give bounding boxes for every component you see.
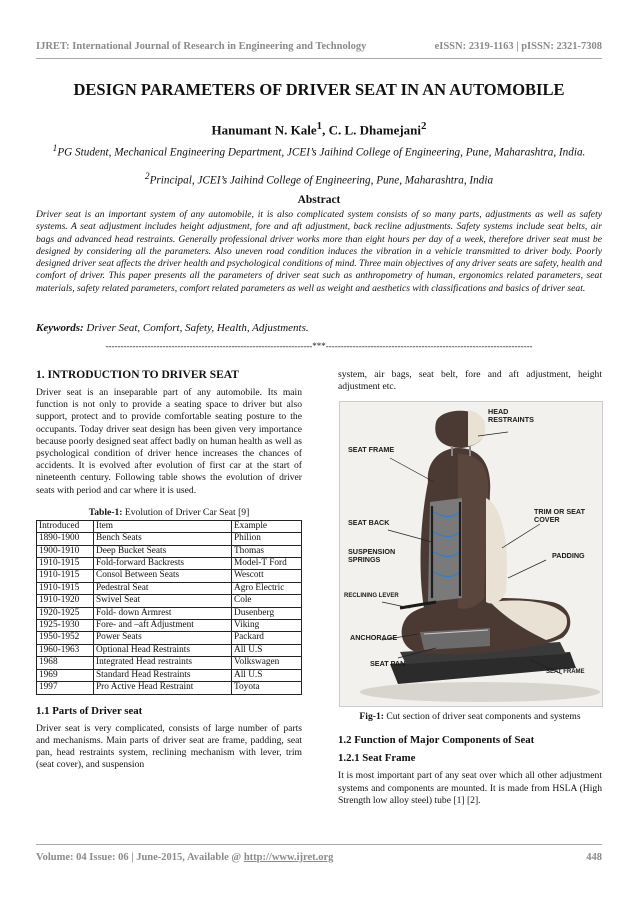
left-column [36,369,302,771]
table-cell: All U.S [232,644,302,656]
label-seat-back: SEAT BACK [348,518,390,528]
label-seat-frame-bottom: SEAT FRAME [546,669,585,676]
label-padding: PADDING [552,551,585,561]
affiliation-2-sup: 2 [144,172,150,182]
table-cell: 1910-1915 [37,570,94,582]
label-anchorage: ANCHORAGE [350,633,398,643]
journal-link[interactable]: http://www.ijret.org [243,852,334,863]
table-cell: Wescott [232,570,302,582]
section-1-heading: 1. INTRODUCTION TO DRIVER SEAT [36,369,239,381]
table-cell: Fold-forward Backrests [94,558,232,570]
table-cell: Power Seats [94,632,232,644]
author-separator: , [322,122,329,138]
table-cell: 1910-1915 [37,582,94,594]
table-cell: 1997 [37,682,94,694]
table-header-row [37,520,302,532]
author-1: Hanumant N. Kale [211,122,317,138]
journal-name: IJRET: International Journal of Research in Engineering and Technology [36,41,367,52]
table-cell: Philion [232,533,302,545]
author-1-sup: 1 [316,120,323,132]
table-row [37,644,302,656]
table-cell: Model-T Ford [232,558,302,570]
footer-rule [36,844,602,845]
table-cell: Packard [232,632,302,644]
table-header-cell: Item [94,520,232,532]
table-header-cell: Introduced [37,520,94,532]
header-rule [36,58,602,59]
section-divider: ---------------------------------------------------------------------***--------------------------------------------------------------------- [105,341,533,351]
table-cell: Fold- down Armrest [94,607,232,619]
evolution-table [36,520,302,695]
table-cell: Cole [232,595,302,607]
table-cell: All U.S [232,669,302,681]
affiliation-2 [46,170,592,188]
table-cell: 1890-1900 [37,533,94,545]
table-row [37,533,302,545]
table-cell: Toyota [232,682,302,694]
right-column-intro: system, air bags, seat belt, fore and aft adjustment, height adjustment etc. [338,369,602,393]
table-row [37,632,302,644]
footer-volume [36,852,333,863]
table-cell: Volkswagen [232,657,302,669]
seat-figure [339,401,603,707]
table-caption-text: Evolution of Driver Car Seat [9] [122,506,250,518]
table-row [37,582,302,594]
label-trim-text: TRIM OR SEAT COVER [534,507,585,525]
table-row [37,682,302,694]
issn: eISSN: 2319-1163 | pISSN: 2321-7308 [434,41,602,52]
table-cell: 1960-1963 [37,644,94,656]
table-cell: Deep Bucket Seats [94,545,232,557]
table-row [37,657,302,669]
affiliation-1-sup: 1 [52,144,58,154]
abstract-heading: Abstract [297,194,341,206]
label-trim [534,508,594,524]
section-1-text: Driver seat is an inseparable part of any automobile. Its main function is not only to provide a seating space to driver but also support, protect and to provide comfortable seating posture to the occupants. Today driver seat design has been given very importance because poorly designed seat affect badly on human health as well as psychological condition of driver hence increases the chances of accidents. It is evolved after evolution of first car at the start of nineteenth century. Following table shows the evolution of driver seats with period and car where it is used. [36,387,302,496]
right-column [338,369,602,807]
section-1-2-1-heading: 1.2.1 Seat Frame [338,752,416,765]
table-cell: 1920-1925 [37,607,94,619]
table-caption [36,507,302,518]
figure-caption-text: Cut section of driver seat components and systems [383,711,581,723]
section-1-1-text: Driver seat is very complicated, consists of large number of parts and mechanisms. Main parts of driver seat are frame, padding, seat pan, head restraints system, reclining mechanism with lever, trim (seat cover), and suspension [36,722,302,771]
table-cell: Pedestral Seat [94,582,232,594]
table-row [37,570,302,582]
author-2: C. L. Dhamejani [328,122,422,138]
table-cell: Optional Head Restraints [94,644,232,656]
keywords-label: Keywords: [36,322,84,334]
label-suspension-text: SUSPENSION SPRINGS [348,547,396,565]
table-cell: Pro Active Head Restraint [94,682,232,694]
label-head-restraints-text: HEAD RESTRAINTS [488,407,534,425]
authors [36,120,602,138]
table-cell: Dusenberg [232,607,302,619]
page-number: 448 [586,852,602,863]
table-header-cell: Example [232,520,302,532]
table-cell: Viking [232,620,302,632]
table-cell: 1925-1930 [37,620,94,632]
paper-title: DESIGN PARAMETERS OF DRIVER SEAT IN AN AUTOMOBILE [73,80,565,99]
table-row [37,620,302,632]
table-cell: 1968 [37,657,94,669]
table-row [37,595,302,607]
table-row [37,607,302,619]
table-row [37,545,302,557]
table-cell: 1900-1910 [37,545,94,557]
table-row [37,669,302,681]
section-1-2-heading: 1.2 Function of Major Components of Seat [338,734,535,747]
label-seat-pan: SEAT PAN [370,659,406,669]
abstract-text: Driver seat is an important system of any automobile, it is also complicated system consists of so many parts, adjustments as well as safety systems. A seat adjustment includes height adjustment, fore and aft adjustment, back recline adjustments. Safety systems include seat belts, air bags and advanced head restraints. Generally professional driver works more than eight hours per day of a week, therefore driver seat must be designed by considering all the parameters. Also uneven road condition induces the vibration in a vehicle transmitted to driver body. Poorly designed driver seat affects the driver health and psychological conditions of mind. Three main objectives of any driver seats are safety, health and comfort of driver. This paper presents all the parameters of driver seat such as anthropometry of human, ergonomics related parameters, seat materials, safety related parameters, comfort related parameters as well as weight and aesthetics with classifications and basics of driver seat. [36,209,602,294]
page-header [36,41,602,52]
table-cell: 1910-1920 [37,595,94,607]
label-seat-frame: SEAT FRAME [348,445,395,455]
figure-caption-label: Fig-1: [359,711,384,723]
keywords-text: Driver Seat, Comfort, Safety, Health, Adjustments. [83,322,309,334]
table-cell: Bench Seats [94,533,232,545]
label-head-restraints [488,408,540,424]
table-cell: Thomas [232,545,302,557]
section-1-1-heading: 1.1 Parts of Driver seat [36,704,143,717]
table-cell: 1910-1915 [37,558,94,570]
table-cell: 1950-1952 [37,632,94,644]
keywords [36,322,602,334]
table-cell: Swivel Seat [94,595,232,607]
table-cell: Consol Between Seats [94,570,232,582]
affiliation-2-text: Principal, JCEI’s Jaihind College of Engineering, Pune, Maharashtra, India [149,174,494,187]
table-cell: Integrated Head restraints [94,657,232,669]
label-reclining: RECLINING LEVER [344,593,399,600]
section-1-2-1-text: It is most important part of any seat over which all other adjustment systems and components are mounted. It is made from HSLA (High Strength low alloy steel) tube [1] [2]. [338,770,602,806]
table-caption-label: Table-1: [88,506,123,518]
table-cell: Agro Electric [232,582,302,594]
affiliation-1-text: PG Student, Mechanical Engineering Department, JCEI’s Jaihind College of Engineering, Pune, Maharashtra, India. [57,146,586,159]
author-2-sup: 2 [421,120,427,132]
table-cell: Fore- and –aft Adjustment [94,620,232,632]
page-footer [36,852,602,863]
footer-volume-text: Volume: 04 Issue: 06 | June-2015, Available @ [36,852,244,863]
affiliation-1 [46,142,592,160]
table-cell: Standard Head Restraints [94,669,232,681]
table-cell: 1969 [37,669,94,681]
label-suspension [348,548,400,564]
figure-caption [338,711,602,722]
table-row [37,558,302,570]
